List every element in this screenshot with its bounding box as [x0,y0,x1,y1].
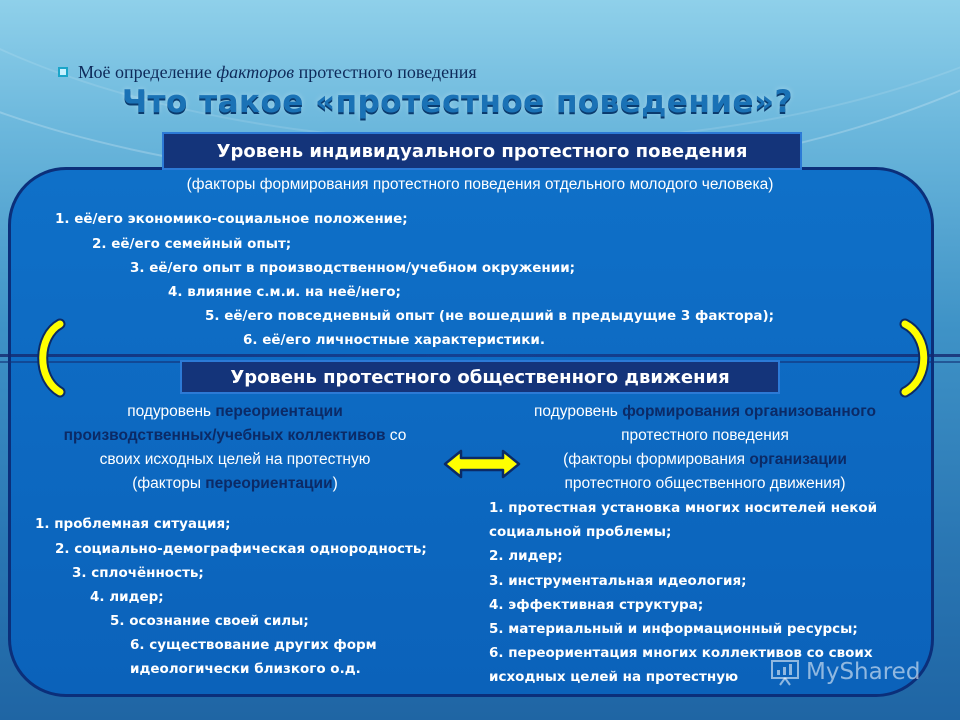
right-factor-item: 3. инструментальная идеология; [489,573,747,589]
left-factor-item: 6. существование других форм [130,637,377,653]
left-factor-item: 3. сплочённость; [72,565,204,581]
left-sublevel-description [35,400,435,496]
left-factor-item: 5. осознание своей силы; [110,613,309,629]
level1-item: 4. влияние с.м.и. на неё/него; [168,284,401,300]
level2-header: Уровень протестного общественного движения [180,360,780,394]
left-sub-emphasis: переориентации [205,475,333,492]
right-factor-item: 4. эффективная структура; [489,597,704,613]
pre-heading-text-end: протестного поведения [294,61,477,82]
level1-item: 3. её/его опыт в производственном/учебном окружении; [130,260,576,276]
right-sub-line: протестного поведения [621,427,789,444]
right-factor-item: 2. лидер; [489,548,563,564]
right-factor-item: социальной проблемы; [489,524,672,540]
left-sub-line: со [385,427,407,444]
level1-item: 5. её/его повседневный опыт (не вошедший в предыдущие 3 фактора); [205,308,775,324]
right-sub-line: подуровень [534,403,623,420]
left-curved-arrow-icon [30,318,74,398]
bullet-icon [58,67,68,77]
right-factor-item: 6. переориентация многих коллективов со своих [489,645,873,661]
right-curved-arrow-icon [893,318,937,398]
divider-line [0,354,960,357]
watermark-text: MyShared [806,659,921,685]
pre-heading-emphasis: факторов [216,61,295,82]
right-sub-line: (факторы формирования [563,451,750,468]
level1-item: 1. её/его экономико-социальное положение; [55,211,408,227]
double-arrow-icon [443,449,521,479]
right-factor-item: 5. материальный и информационный ресурсы; [489,621,858,637]
left-sub-line: (факторы [132,475,206,492]
left-sub-emphasis: переориентации [215,403,343,420]
left-factor-item: 2. социально-демографическая однородность; [55,541,427,557]
presentation-board-icon [770,658,800,686]
right-sublevel-description [485,400,925,496]
left-factor-item: идеологически близкого о.д. [130,661,361,677]
pre-heading [58,60,477,84]
right-factor-item: исходных целей на протестную [489,669,739,685]
left-sub-line: ) [332,475,338,492]
level1-item: 2. её/его семейный опыт; [92,236,292,252]
left-factor-item: 1. проблемная ситуация; [35,516,231,532]
right-factor-item: 1. протестная установка многих носителей некой [489,500,878,516]
left-factor-item: 4. лидер; [90,589,164,605]
left-sub-line: подуровень [127,403,216,420]
level1-subtitle: (факторы формирования протестного поведения отдельного молодого человека) [186,176,774,193]
left-sub-emphasis: производственных/учебных коллективов [63,427,386,444]
right-sub-line: протестного общественного движения) [564,475,846,492]
pre-heading-text: Моё определение [78,61,217,82]
left-sub-line: своих исходных целей на протестную [99,451,371,468]
watermark [770,658,920,686]
right-sub-emphasis: формирования организованного [622,403,876,420]
page-title: Что такое «протестное поведение»? [122,84,794,120]
level1-header: Уровень индивидуального протестного поведения [162,132,802,170]
right-sub-emphasis: организации [749,451,847,468]
level1-item: 6. её/его личностные характеристики. [243,332,545,348]
